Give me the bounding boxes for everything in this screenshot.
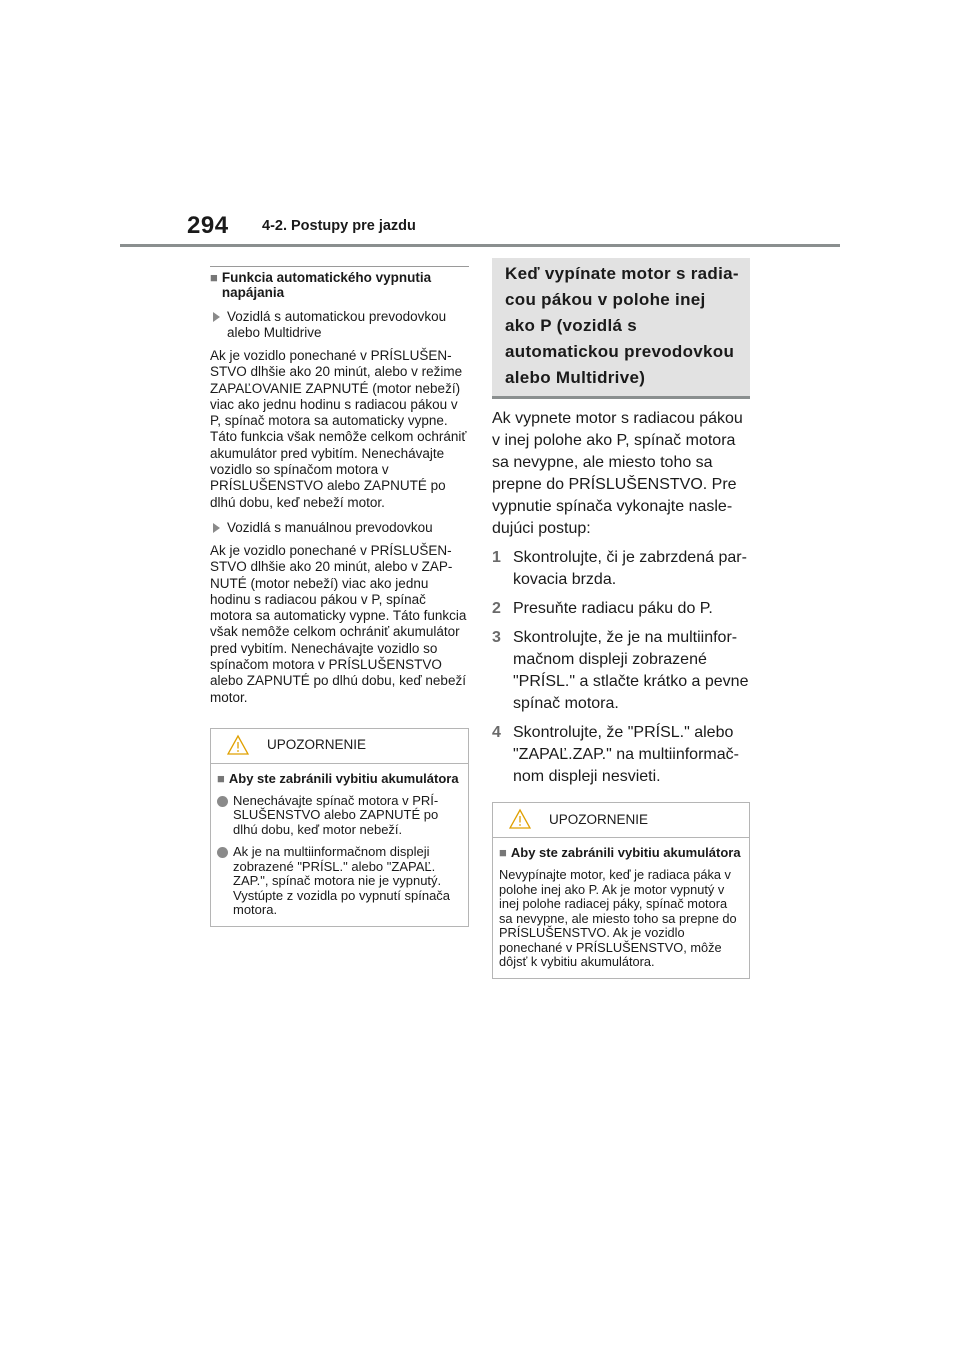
warning-triangle-icon [509,808,531,830]
warning-header [211,729,468,764]
bullet-text: Vozidlá s manuálnou prevodovkou [227,519,433,535]
manual-transmission-paragraph: Ak je vozidlo ponechané v PRÍSLUŠENSTVO dlhšie ako 20 minút, alebo v ZAPNUTÉ (motor nebeží) viac ako jednu hodinu s radiacou pákou v P, spínač motora sa automaticky vypne. Táto funkcia však nemôže celkom ochrániť akumulátor pred vybitím. Nenechávajte vozidlo so spínačom motora v PRÍSLUŠENSTVO alebo ZAPNUTÉ po dlhú dobu, keď nebeží motor. [210,542,467,705]
left-column [210,266,469,927]
step-text: Presuňte radiacu páku do P. [513,600,713,617]
warning-paragraph: Nevypínajte motor, keď je radiaca páka v polohe inej ako P. Ak je motor vypnutý v inej polohe radiacej páky, spínač motora sa nevypne, ale miesto toho sa prepne do PRÍSLUŠENSTVO. Ak je vozidlo ponechané v PRÍSLUŠENSTVO, môže dôjsť k vybitiu akumulátora. [499,867,737,969]
triangle-bullet-icon [213,312,220,322]
bullet-text: Vozidlá s automatickou prevodovkou alebo Multidrive [227,309,447,340]
warning-subheading-text: Aby ste zabránili vybitiu akumulátora [510,845,741,860]
page-number: 294 [187,212,229,239]
warning-box-left [210,728,469,927]
procedure-step [492,722,750,788]
step-number: 2 [492,600,501,617]
auto-power-off-heading-text: Funkcia automatického vypnutia napájania [221,270,432,300]
warning-header [493,803,749,838]
shutdown-procedure-heading: Keď vypínate motor s radiacou pákou v polohe inej ako P (vozidlá s automatickou prevodovkou alebo Multidrive) [492,258,750,399]
step-text: Skontrolujte, že "PRÍSL." alebo "ZAPAĽ.ZAP." na multiinformačnom displeji nesvieti. [513,724,739,785]
warning-item [211,837,468,918]
procedure-step [492,547,750,591]
warning-title: UPOZORNENIE [267,737,367,753]
warning-subheading-text: Aby ste zabránili vybitiu akumulátora [228,770,459,786]
square-bullet-icon: ■ [217,770,225,786]
step-text: Skontrolujte, že je na multiinformačnom displeji zobrazené "PRÍSL." a stlačte krátko a pevne spínač motora. [513,629,749,712]
square-bullet-icon: ■ [499,845,507,860]
warning-title: UPOZORNENIE [549,811,649,827]
circle-bullet-icon [217,796,228,807]
warning-item-text: Nenechávajte spínač motora v PRÍSLUŠENSTVO alebo ZAPNUTÉ po dlhú dobu, keď motor nebeží. [233,792,439,837]
warning-triangle-icon [227,734,249,756]
right-column [492,258,750,979]
warning-item [211,786,468,838]
warning-item-text: Ak je na multiinformačnom displeji zobrazené "PRÍSL." alebo "ZAPAĽ. ZAP.", spínač motora nie je vypnutý. Vystúpte z vozidla po vypnutí spínača motora. [233,844,451,918]
section-title: 4-2. Postupy pre jazdu [262,218,416,234]
warning-box-right [492,802,750,979]
square-bullet-icon: ■ [210,270,218,285]
step-number: 3 [492,629,501,646]
auto-power-off-heading [210,266,469,300]
step-number: 1 [492,549,501,566]
triangle-bullet-icon [213,523,220,533]
procedure-step [492,627,750,715]
warning-subheading [211,764,468,786]
shutdown-intro-paragraph: Ak vypnete motor s radiacou pákou v inej polohe ako P, spínač motora sa nevypne, ale miesto toho sa prepne do PRÍSLUŠENSTVO. Pre vypnutie spínača vykonajte nasledujúci postup: [492,410,743,537]
warning-subheading [493,838,749,860]
manual-transmission-bullet [210,520,469,536]
step-number: 4 [492,724,501,741]
circle-bullet-icon [217,847,228,858]
step-text: Skontrolujte, či je zabrzdená parkovacia brzda. [513,549,747,588]
automatic-transmission-paragraph: Ak je vozidlo ponechané v PRÍSLUŠENSTVO dlhšie ako 20 minút, alebo v režime ZAPAĽOVANIE ZAPNUTÉ (motor nebeží) viac ako jednu hodinu s radiacou pákou v P, spínač motora sa automaticky vypne. Táto funkcia však nemôže celkom ochrániť akumulátor pred vybitím. Nenechávajte vozidlo so spínačom motora v PRÍSLUŠENSTVO alebo ZAPNUTÉ po dlhú dobu, keď nebeží motor. [210,348,467,510]
automatic-transmission-bullet [210,309,469,341]
header-divider [120,244,840,247]
procedure-step [492,598,750,620]
